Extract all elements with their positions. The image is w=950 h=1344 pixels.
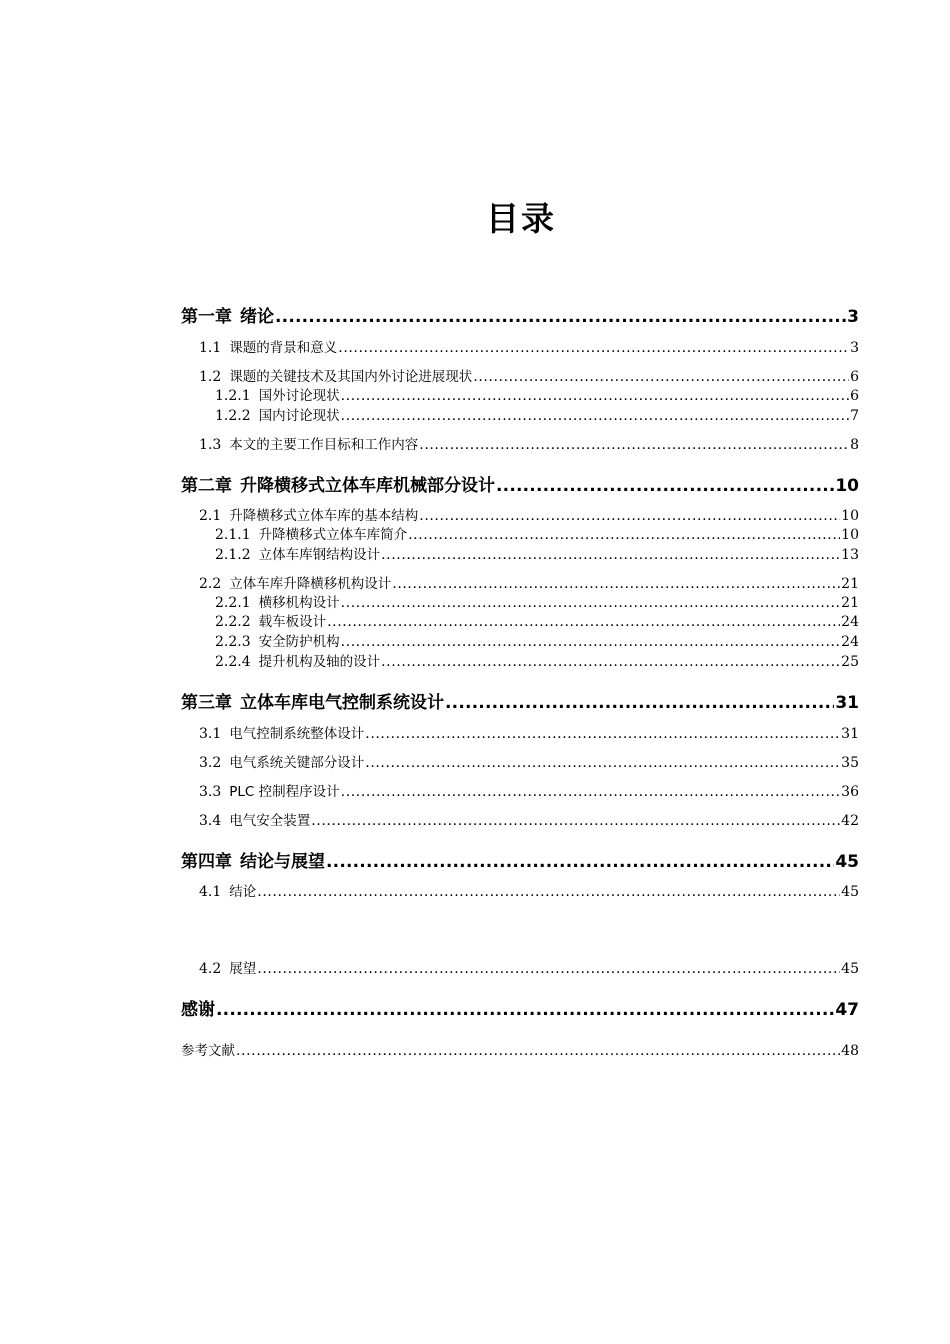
toc-page-number: 6 <box>850 388 859 404</box>
toc-dot-leader <box>445 696 834 713</box>
toc-subsection-number: 2.2.1 <box>215 595 251 611</box>
toc-section-number: 1.1 <box>199 340 222 356</box>
toc-subsection-number: 2.1.2 <box>215 547 251 563</box>
toc-page-number: 24 <box>841 614 859 630</box>
toc-entry-2-2-2[interactable] <box>215 612 859 630</box>
toc-section-number: 4.2 <box>199 961 222 977</box>
toc-dot-leader <box>341 410 849 424</box>
toc-entry-3-1[interactable] <box>199 724 859 742</box>
toc-entry-2-2-1[interactable] <box>215 593 859 611</box>
toc-dot-leader <box>236 1045 840 1059</box>
toc-entry-label <box>199 572 391 592</box>
toc-page-number: 25 <box>841 654 859 670</box>
toc-page-number: 3 <box>850 340 859 356</box>
toc-entry-2-2-4[interactable] <box>215 652 859 670</box>
toc-chapter-title: 绪论 <box>240 307 274 327</box>
toc-entry-label <box>199 809 310 829</box>
toc-section-number: 1.2 <box>199 369 222 385</box>
toc-subsection-number: 1.2.1 <box>215 388 251 404</box>
toc-entry-label <box>199 336 337 356</box>
toc-dot-leader <box>381 656 840 670</box>
toc-entry-2-2[interactable] <box>199 574 859 592</box>
toc-entry-3-4[interactable] <box>199 811 859 829</box>
toc-dot-leader <box>338 342 849 356</box>
toc-dot-leader <box>257 886 840 900</box>
toc-dot-leader <box>408 529 840 543</box>
toc-section-title: 立体车库升降横移机构设计 <box>229 576 392 592</box>
toc-page-number: 7 <box>850 408 859 424</box>
toc-page-number: 21 <box>841 595 859 611</box>
toc-entry-chapter-3[interactable] <box>181 691 859 713</box>
toc-page-number: 13 <box>841 547 859 563</box>
toc-subsection-title: 载车板设计 <box>258 614 327 630</box>
toc-page-number: 24 <box>841 634 859 650</box>
toc-entry-label <box>215 543 380 563</box>
toc-entry-chapter-4[interactable] <box>181 850 859 872</box>
toc-entry-4-1[interactable] <box>199 882 859 900</box>
toc-subsection-title: 提升机构及轴的设计 <box>258 654 381 670</box>
toc-dot-leader <box>257 963 840 977</box>
toc-entry-4-2[interactable] <box>199 959 859 977</box>
toc-entry-3-2[interactable] <box>199 753 859 771</box>
toc-entry-label <box>181 471 495 496</box>
toc-dot-leader <box>496 479 834 496</box>
toc-section-title: 结论 <box>229 884 257 900</box>
toc-subsection-title: 横移机构设计 <box>258 595 340 611</box>
toc-entry-3-3[interactable] <box>199 782 859 800</box>
toc-page-number: 31 <box>835 693 859 713</box>
toc-section-number: 2.1 <box>199 508 222 524</box>
toc-dot-leader <box>341 597 841 611</box>
toc-page-number: 42 <box>841 813 859 829</box>
toc-entry-2-1[interactable] <box>199 506 859 524</box>
toc-page-number: 10 <box>841 527 859 543</box>
toc-section-title: 参考文献 <box>181 1043 235 1059</box>
toc-page-number: 35 <box>841 755 859 771</box>
toc-section-title: PLC 控制程序设计 <box>229 784 340 800</box>
toc-entry-references[interactable] <box>181 1041 859 1059</box>
toc-chapter-number: 第四章 <box>181 852 232 872</box>
toc-chapter-number: 第三章 <box>181 693 232 713</box>
toc-subsection-number: 2.2.3 <box>215 634 251 650</box>
toc-entry-label <box>215 384 340 404</box>
toc-chapter-number: 第二章 <box>181 476 232 496</box>
toc-entry-2-2-3[interactable] <box>215 632 859 650</box>
toc-chapter-title: 升降横移式立体车库机械部分设计 <box>240 476 495 496</box>
toc-entry-label <box>199 957 256 977</box>
toc-section-number: 3.3 <box>199 784 222 800</box>
toc-chapter-title: 结论与展望 <box>240 852 325 872</box>
toc-entry-label <box>215 610 326 630</box>
toc-section-title: 展望 <box>229 961 257 977</box>
toc-dot-leader <box>365 728 840 742</box>
toc-chapter-title: 感谢 <box>181 1000 215 1020</box>
toc-entry-label <box>199 722 364 742</box>
toc-entry-2-1-1[interactable] <box>215 525 859 543</box>
toc-entry-label <box>181 302 274 327</box>
toc-entry-label <box>215 591 340 611</box>
toc-dot-leader <box>341 390 849 404</box>
toc-section-number: 3.1 <box>199 726 222 742</box>
toc-entry-label <box>181 847 325 872</box>
toc-dot-leader <box>381 549 840 563</box>
toc-entry-1-2-2[interactable] <box>215 406 859 424</box>
toc-page-number: 10 <box>835 476 859 496</box>
toc-dot-leader <box>473 371 849 385</box>
toc-entry-label <box>215 630 340 650</box>
toc-section-title: 课题的关键技术及其国内外讨论进展现状 <box>229 369 473 385</box>
toc-entry-chapter-1[interactable] <box>181 305 859 327</box>
toc-subsection-title: 国内讨论现状 <box>258 408 340 424</box>
toc-dot-leader <box>311 815 840 829</box>
toc-page-number: 45 <box>835 852 859 872</box>
toc-subsection-number: 2.2.4 <box>215 654 251 670</box>
toc-entry-acknowledgements[interactable] <box>181 998 859 1020</box>
toc-dot-leader <box>392 578 840 592</box>
toc-subsection-number: 2.2.2 <box>215 614 251 630</box>
toc-dot-leader <box>419 439 849 453</box>
toc-subsection-number: 1.2.2 <box>215 408 251 424</box>
toc-page-number: 31 <box>841 726 859 742</box>
toc-entry-1-3[interactable] <box>199 435 859 453</box>
toc-dot-leader <box>365 757 840 771</box>
toc-section-title: 升降横移式立体车库的基本结构 <box>229 508 419 524</box>
toc-page-number: 21 <box>841 576 859 592</box>
toc-entry-label <box>199 365 472 385</box>
toc-dot-leader <box>341 636 841 650</box>
toc-entry-label <box>215 650 380 670</box>
toc-entry-1-2-1[interactable] <box>215 386 859 404</box>
toc-entry-label <box>181 688 444 713</box>
toc-section-title: 电气系统关键部分设计 <box>229 755 365 771</box>
toc-section-number: 4.1 <box>199 884 222 900</box>
toc-entry-label <box>199 880 256 900</box>
toc-entry-2-1-2[interactable] <box>215 545 859 563</box>
toc-dot-leader <box>327 616 840 630</box>
toc-entry-label <box>215 404 340 424</box>
toc-entry-label <box>199 780 340 800</box>
toc-section-number: 2.2 <box>199 576 222 592</box>
page-title: 目录 <box>486 199 556 238</box>
toc-page-number: 8 <box>850 437 859 453</box>
toc-section-title: 课题的背景和意义 <box>229 340 338 356</box>
toc-page-number: 45 <box>841 884 859 900</box>
toc-dot-leader <box>341 786 841 800</box>
toc-subsection-title: 升降横移式立体车库简介 <box>258 527 408 543</box>
toc-entry-label <box>199 433 418 453</box>
toc-page-number: 48 <box>841 1043 859 1059</box>
toc-section-title: 本文的主要工作目标和工作内容 <box>229 437 419 453</box>
toc-section-title: 电气控制系统整体设计 <box>229 726 365 742</box>
toc-section-number: 3.2 <box>199 755 222 771</box>
toc-page-number: 45 <box>841 961 859 977</box>
toc-subsection-title: 国外讨论现状 <box>258 388 340 404</box>
toc-section-number: 3.4 <box>199 813 222 829</box>
toc-entry-1-2[interactable] <box>199 367 859 385</box>
toc-dot-leader <box>326 855 834 872</box>
toc-dot-leader <box>275 310 846 327</box>
toc-section-number: 1.3 <box>199 437 222 453</box>
toc-chapter-title: 立体车库电气控制系统设计 <box>240 693 444 713</box>
toc-entry-label <box>199 751 364 771</box>
toc-section-title: 电气安全装置 <box>229 813 311 829</box>
toc-entry-chapter-2[interactable] <box>181 474 859 496</box>
toc-subsection-title: 立体车库钢结构设计 <box>258 547 381 563</box>
toc-page-number: 47 <box>835 1000 859 1020</box>
toc-chapter-number: 第一章 <box>181 307 232 327</box>
toc-page-number: 36 <box>841 784 859 800</box>
toc-entry-label <box>215 523 407 543</box>
toc-page-number: 10 <box>841 508 859 524</box>
toc-entry-label <box>199 504 418 524</box>
toc-page-number: 3 <box>847 307 859 327</box>
toc-subsection-number: 2.1.1 <box>215 527 251 543</box>
toc-dot-leader <box>216 1003 834 1020</box>
toc-page-number: 6 <box>850 369 859 385</box>
toc-dot-leader <box>419 510 840 524</box>
toc-subsection-title: 安全防护机构 <box>258 634 340 650</box>
toc-entry-1-1[interactable] <box>199 338 859 356</box>
